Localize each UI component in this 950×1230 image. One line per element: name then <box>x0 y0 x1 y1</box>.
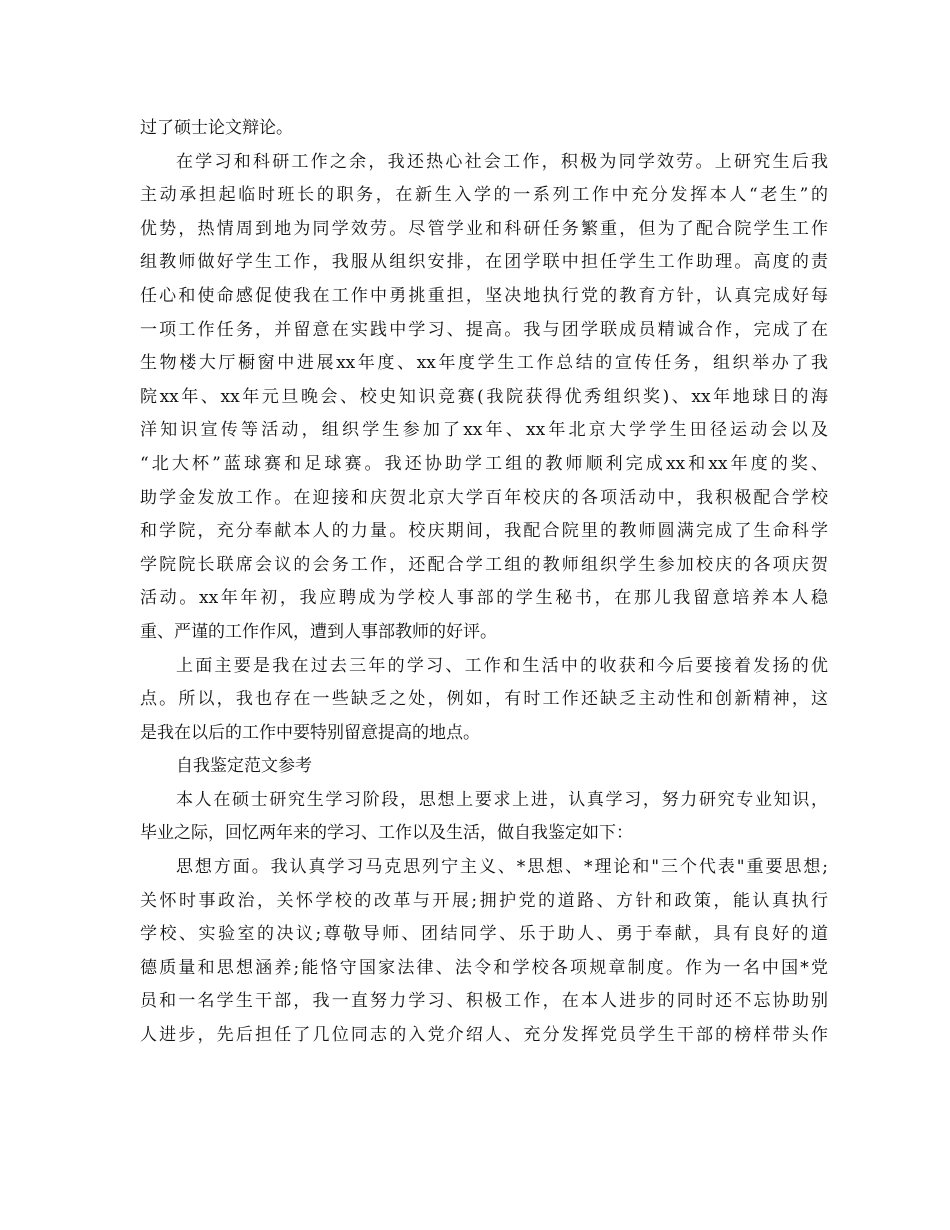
text-line: “北大杯”蓝球赛和足球赛。我还协助学工组的教师顺利完成xx和xx年度的奖、 <box>140 453 828 474</box>
text-line: 助学金发放工作。在迎接和庆贺北京大学百年校庆的各项活动中，我积极配合学校 <box>140 487 828 508</box>
text-line: 人进步，先后担任了几位同志的入党介绍人、充分发挥党员学生干部的榜样带头作 <box>140 1025 828 1046</box>
text-line: 员和一名学生干部，我一直努力学习、积极工作，在本人进步的同时还不忘协助别 <box>140 991 828 1012</box>
text-line: 点。所以，我也存在一些缺乏之处，例如，有时工作还缺乏主动性和创新精神，这 <box>140 689 828 710</box>
text-line: 院xx年、xx年元旦晚会、校史知识竞赛(我院获得优秀组织奖)、xx年地球日的海 <box>140 386 828 407</box>
text-line: 重、严谨的工作作风，遭到人事部教师的好评。 <box>140 621 497 642</box>
text-line: 和学院，充分奉献本人的力量。校庆期间，我配合院里的教师圆满完成了生命科学 <box>140 521 828 542</box>
text-line: 在学习和科研工作之余，我还热心社会工作，积极为同学效劳。上研究生后我 <box>176 151 828 172</box>
text-line: 德质量和思想涵养;能恪守国家法律、法令和学校各项规章制度。作为一名中国*党 <box>140 957 828 978</box>
text-line: 毕业之际，回忆两年来的学习、工作以及生活，做自我鉴定如下： <box>140 823 633 844</box>
text-line: 活动。xx年年初，我应聘成为学校人事部的学生秘书，在那儿我留意培养本人稳 <box>140 588 828 609</box>
text-line: 自我鉴定范文参考 <box>176 756 312 777</box>
text-line: 关怀时事政治，关怀学校的改革与开展;拥护党的道路、方针和政策，能认真执行 <box>140 890 828 911</box>
document-body <box>140 112 828 1053</box>
text-line: 思想方面。我认真学习马克思列宁主义、*思想、*理论和"三个代表"重要思想; <box>176 857 828 878</box>
text-line: 一项工作任务，并留意在实践中学习、提高。我与团学联成员精诚合作，完成了在 <box>140 319 828 340</box>
text-line: 组教师做好学生工作，我服从组织安排，在团学联中担任学生工作助理。高度的责 <box>140 252 828 273</box>
text-line: 本人在硕士研究生学习阶段，思想上要求上进，认真学习，努力研究专业知识， <box>176 789 828 810</box>
text-line: 是我在以后的工作中要特别留意提高的地点。 <box>140 722 480 743</box>
text-line: 主动承担起临时班长的职务，在新生入学的一系列工作中充分发挥本人“老生”的 <box>140 185 828 206</box>
text-line: 任心和使命感促使我在工作中勇挑重担，坚决地执行党的教育方针，认真完成好每 <box>140 285 828 306</box>
text-line: 学院院长联席会议的会务工作，还配合学工组的教师组织学生参加校庆的各项庆贺 <box>140 554 828 575</box>
text-line: 上面主要是我在过去三年的学习、工作和生活中的收获和今后要接着发扬的优 <box>176 655 828 676</box>
text-line: 学校、实验室的决议;尊敬导师、团结同学、乐于助人、勇于奉献，具有良好的道 <box>140 924 828 945</box>
text-line: 优势，热情周到地为同学效劳。尽管学业和科研任务繁重，但为了配合院学生工作 <box>140 218 828 239</box>
text-line: 过了硕士论文辩论。 <box>140 118 293 138</box>
text-line: 洋知识宣传等活动，组织学生参加了xx年、xx年北京大学学生田径运动会以及 <box>140 420 828 441</box>
text-line: 生物楼大厅橱窗中进展xx年度、xx年度学生工作总结的宣传任务，组织举办了我 <box>140 353 828 374</box>
